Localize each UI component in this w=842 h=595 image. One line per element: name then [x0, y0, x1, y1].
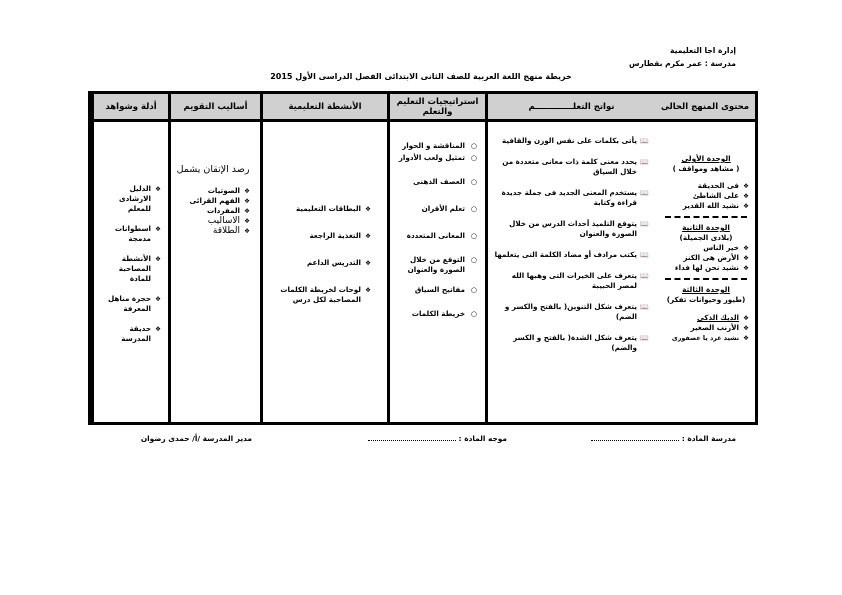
activities-content — [271, 204, 371, 305]
school-line: مدرسة : عمر مكرم بقطارس — [629, 59, 736, 68]
strategy-item: ○ العصف الذهنى — [397, 177, 477, 187]
unit-divider — [665, 278, 747, 280]
footer-teacher-label: مدرسة المادة : — [681, 434, 736, 443]
curriculum-content — [663, 154, 749, 343]
evidence-content — [101, 184, 161, 344]
strategy-item: ○ مفاتيح السياق — [397, 285, 477, 295]
assessment-item: ❖ الفهم القرائى — [176, 196, 250, 206]
strategy-item: ○ تمثيل ولعب الأدوار — [397, 153, 477, 163]
signature-line — [368, 440, 456, 441]
header-strategies: استراتيجيات التعليم والتعلم — [396, 96, 479, 117]
header-activities: الأنشطة التعليمية — [288, 101, 362, 112]
evidence-item: ❖ الأنشطة المصاحبة للمادة — [101, 254, 161, 284]
strategy-item: ○ التوقع من خلال الصورة والعنوان — [397, 255, 477, 275]
evidence-item: ❖ الدليل الارشادى للمعلم — [101, 184, 161, 214]
activity-item: ❖ التدريس الداعم — [271, 258, 371, 268]
unit-1-lesson: ❖ على الشاطئ — [663, 191, 749, 201]
header-assessment: أساليب التقويم — [183, 101, 248, 112]
strategy-item: ○ المعانى المتعددة — [397, 231, 477, 241]
header-outcomes: نواتج التعلـــــــــــــم — [528, 101, 615, 112]
unit-divider — [665, 216, 747, 218]
outcome-item: 📖 يتعرف شكل التنوين( بالفتح والكسر و الضم) — [493, 302, 649, 322]
assessment-item: ❖ الطلاقة — [176, 226, 250, 236]
outcome-item: 📖 يتوقع التلميذ أحداث الدرس من خلال الصورة والعنوان — [493, 219, 649, 239]
outcome-item: 📖 يستخدم المعنى الجديد فى جملة جديدة قراءة وكتابة — [493, 188, 649, 208]
unit-2-subtitle: (بلادى الجميلة) — [679, 233, 733, 242]
activity-item: ❖ لوحات لخريطة الكلمات المصاحبة لكل درس — [271, 285, 371, 305]
evidence-item: ❖ حديقة المدرسة — [101, 324, 161, 344]
strategy-item: ○ تعلم الأقران — [397, 204, 477, 214]
strategy-item: ○ المناقشة و الحوار — [397, 141, 477, 151]
footer-principal: مدير المدرسة /أ/ حمدى رضوان — [140, 434, 252, 443]
activity-item: ❖ التغذية الراجعة — [271, 231, 371, 241]
header-curriculum: محتوى المنهج الحالى — [660, 101, 750, 112]
unit-3-title: الوحدة الثالثة — [682, 285, 730, 294]
page-title: خريطة منهج اللغة العربية للصف الثانى الابتدائى الفصل الدراسى الأول 2015 — [270, 72, 572, 81]
header-evidence: أدلة وشواهد — [105, 101, 157, 112]
unit-2-lesson: ❖ نشيد نحن لها فداء — [663, 263, 749, 273]
assessment-content — [176, 164, 250, 236]
unit-2-lesson: ❖ خير الناس — [663, 243, 749, 253]
assessment-item: ❖ الصوتيات — [176, 186, 250, 196]
activity-item: ❖ البطاقات التعليمية — [271, 204, 371, 214]
unit-1-subtitle: ( مشاهد ومواقف ) — [672, 164, 740, 173]
outcome-item: 📖 يكتب مرادف أو مضاد الكلمة التى يتعلمها — [493, 250, 649, 260]
curriculum-map-table — [88, 91, 758, 425]
col-assessment — [168, 94, 260, 422]
unit-3-subtitle: (طيور وحيوانات تفكر) — [666, 295, 746, 304]
strategies-content — [397, 141, 477, 319]
unit-3-lesson: ❖ الديك الذكى — [663, 313, 749, 323]
unit-1-title: الوحدة الأولى — [681, 154, 731, 163]
strategy-item: ○ خريطة الكلمات — [397, 309, 477, 319]
outcome-item: 📖 يتعرف على الخيرات التى وهبها الله لمصر الحبيبة — [493, 271, 649, 291]
unit-3-lesson: ❖ نشيد غرد يا عصفورى — [663, 333, 749, 343]
footer-teacher — [588, 434, 736, 443]
evidence-item: ❖ حجرة مناهل المعرفة — [101, 294, 161, 314]
unit-1-lesson: ❖ نشيد الله القدير — [663, 201, 749, 211]
outcome-item: 📖 يتعرف شكل الشدة( بالفتح و الكسر والضم) — [493, 333, 649, 353]
assessment-intro: رصد الإتقان يشمل — [176, 164, 250, 175]
admin-line: إدارة اجا التعليمية — [669, 46, 736, 55]
unit-2-title: الوحدة الثانية — [682, 223, 730, 232]
signature-line — [591, 440, 679, 441]
evidence-item: ❖ اسطوانات مدمجة — [101, 224, 161, 244]
assessment-item: ❖ الاساليب — [176, 216, 250, 226]
outcomes-content — [493, 136, 649, 364]
outcome-item: 📖 يحدد معنى كلمة ذات معانى متعددة من خلال السياق — [493, 157, 649, 177]
unit-3-lesson: ❖ الأرنب الصغير — [663, 323, 749, 333]
outcome-item: 📖 يأتى بكلمات على نفس الوزن والقافية — [493, 136, 649, 146]
footer-supervisor — [365, 434, 507, 443]
footer-supervisor-label: موجه المادة : — [458, 434, 507, 443]
assessment-item: ❖ المفردات — [176, 206, 250, 216]
unit-1-lesson: ❖ فى الحديقة — [663, 181, 749, 191]
unit-2-lesson: ❖ الأرض هى الكنز — [663, 253, 749, 263]
